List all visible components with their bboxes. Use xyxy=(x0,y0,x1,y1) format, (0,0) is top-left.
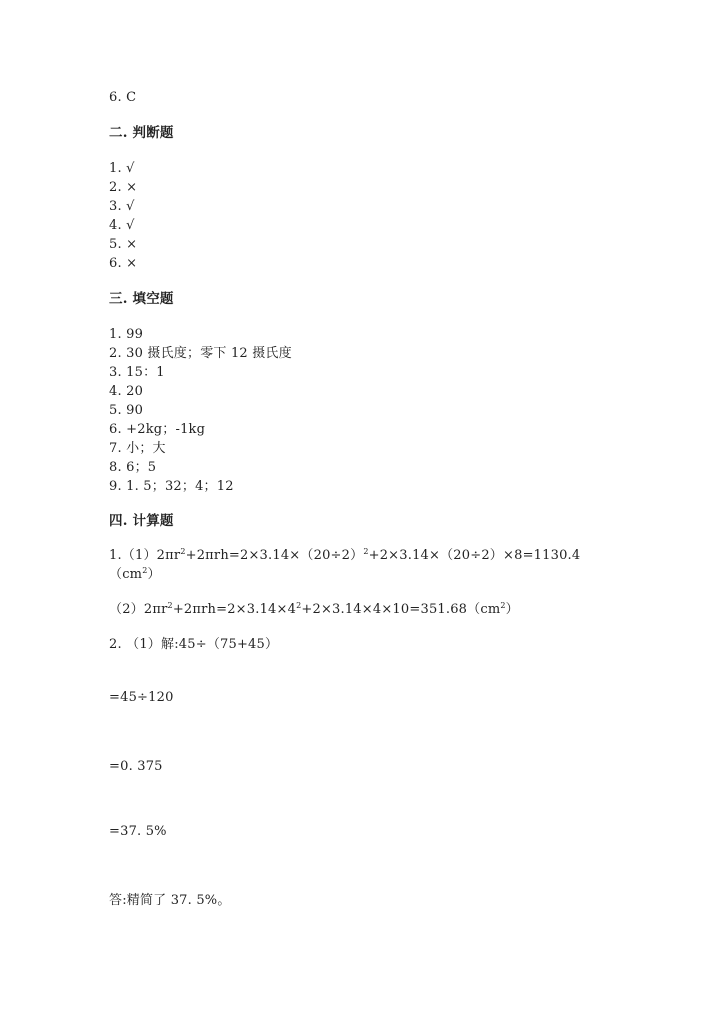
calc-q2-step1: =45÷120 xyxy=(109,690,174,705)
list-item: 4. 20 xyxy=(109,384,144,399)
calc-q1-part2: $(2)2\pi r^2+2\pi rh=2\times 3.14\times 4^2+2\times 3.14\times 4\times 10=351.68(cm^2)$ xyxy=(109,601,519,617)
list-item: 6. × xyxy=(109,256,138,271)
section2-heading: 二. 判断题 xyxy=(109,125,174,141)
list-item: 2. × xyxy=(109,180,138,195)
list-item: 4. √ xyxy=(109,218,135,233)
list-item: 1. √ xyxy=(109,161,135,176)
list-item: 8. 6；5 xyxy=(109,460,157,475)
calc-q1-line2: $(cm^2)$ xyxy=(109,566,161,582)
list-item: 1. 99 xyxy=(109,327,144,342)
list-item: 9. 1. 5；32；4；12 xyxy=(109,479,234,494)
section3-heading: 三. 填空题 xyxy=(109,291,174,307)
list-item: 5. 90 xyxy=(109,403,144,418)
list-item: 3. 15：1 xyxy=(109,365,165,380)
calc-q2-step2: =0. 375 xyxy=(109,759,163,774)
calc-q1-line1: $1.(1)2\pi r^2+2\pi rh=2\times 3.14\times(20\div 2)^2+2\times 3.14\times(20\div 2)\times 8=1130.4$ xyxy=(109,547,581,563)
previous-answer: 6. C xyxy=(109,90,137,105)
calc-q2-step3: =37. 5% xyxy=(109,824,167,839)
list-item: 7. 小；大 xyxy=(109,441,166,456)
list-item: 3. √ xyxy=(109,199,135,214)
section4-heading: 四. 计算题 xyxy=(109,513,174,529)
calc-q2-line1: 2. （1）解:45÷（75+45） xyxy=(109,637,279,652)
list-item: 5. × xyxy=(109,237,138,252)
list-item: 6. +2kg；-1kg xyxy=(109,422,206,437)
calc-q2-answer: 答:精简了 37. 5%。 xyxy=(109,893,231,908)
list-item: 2. 30 摄氏度；零下 12 摄氏度 xyxy=(109,346,292,361)
